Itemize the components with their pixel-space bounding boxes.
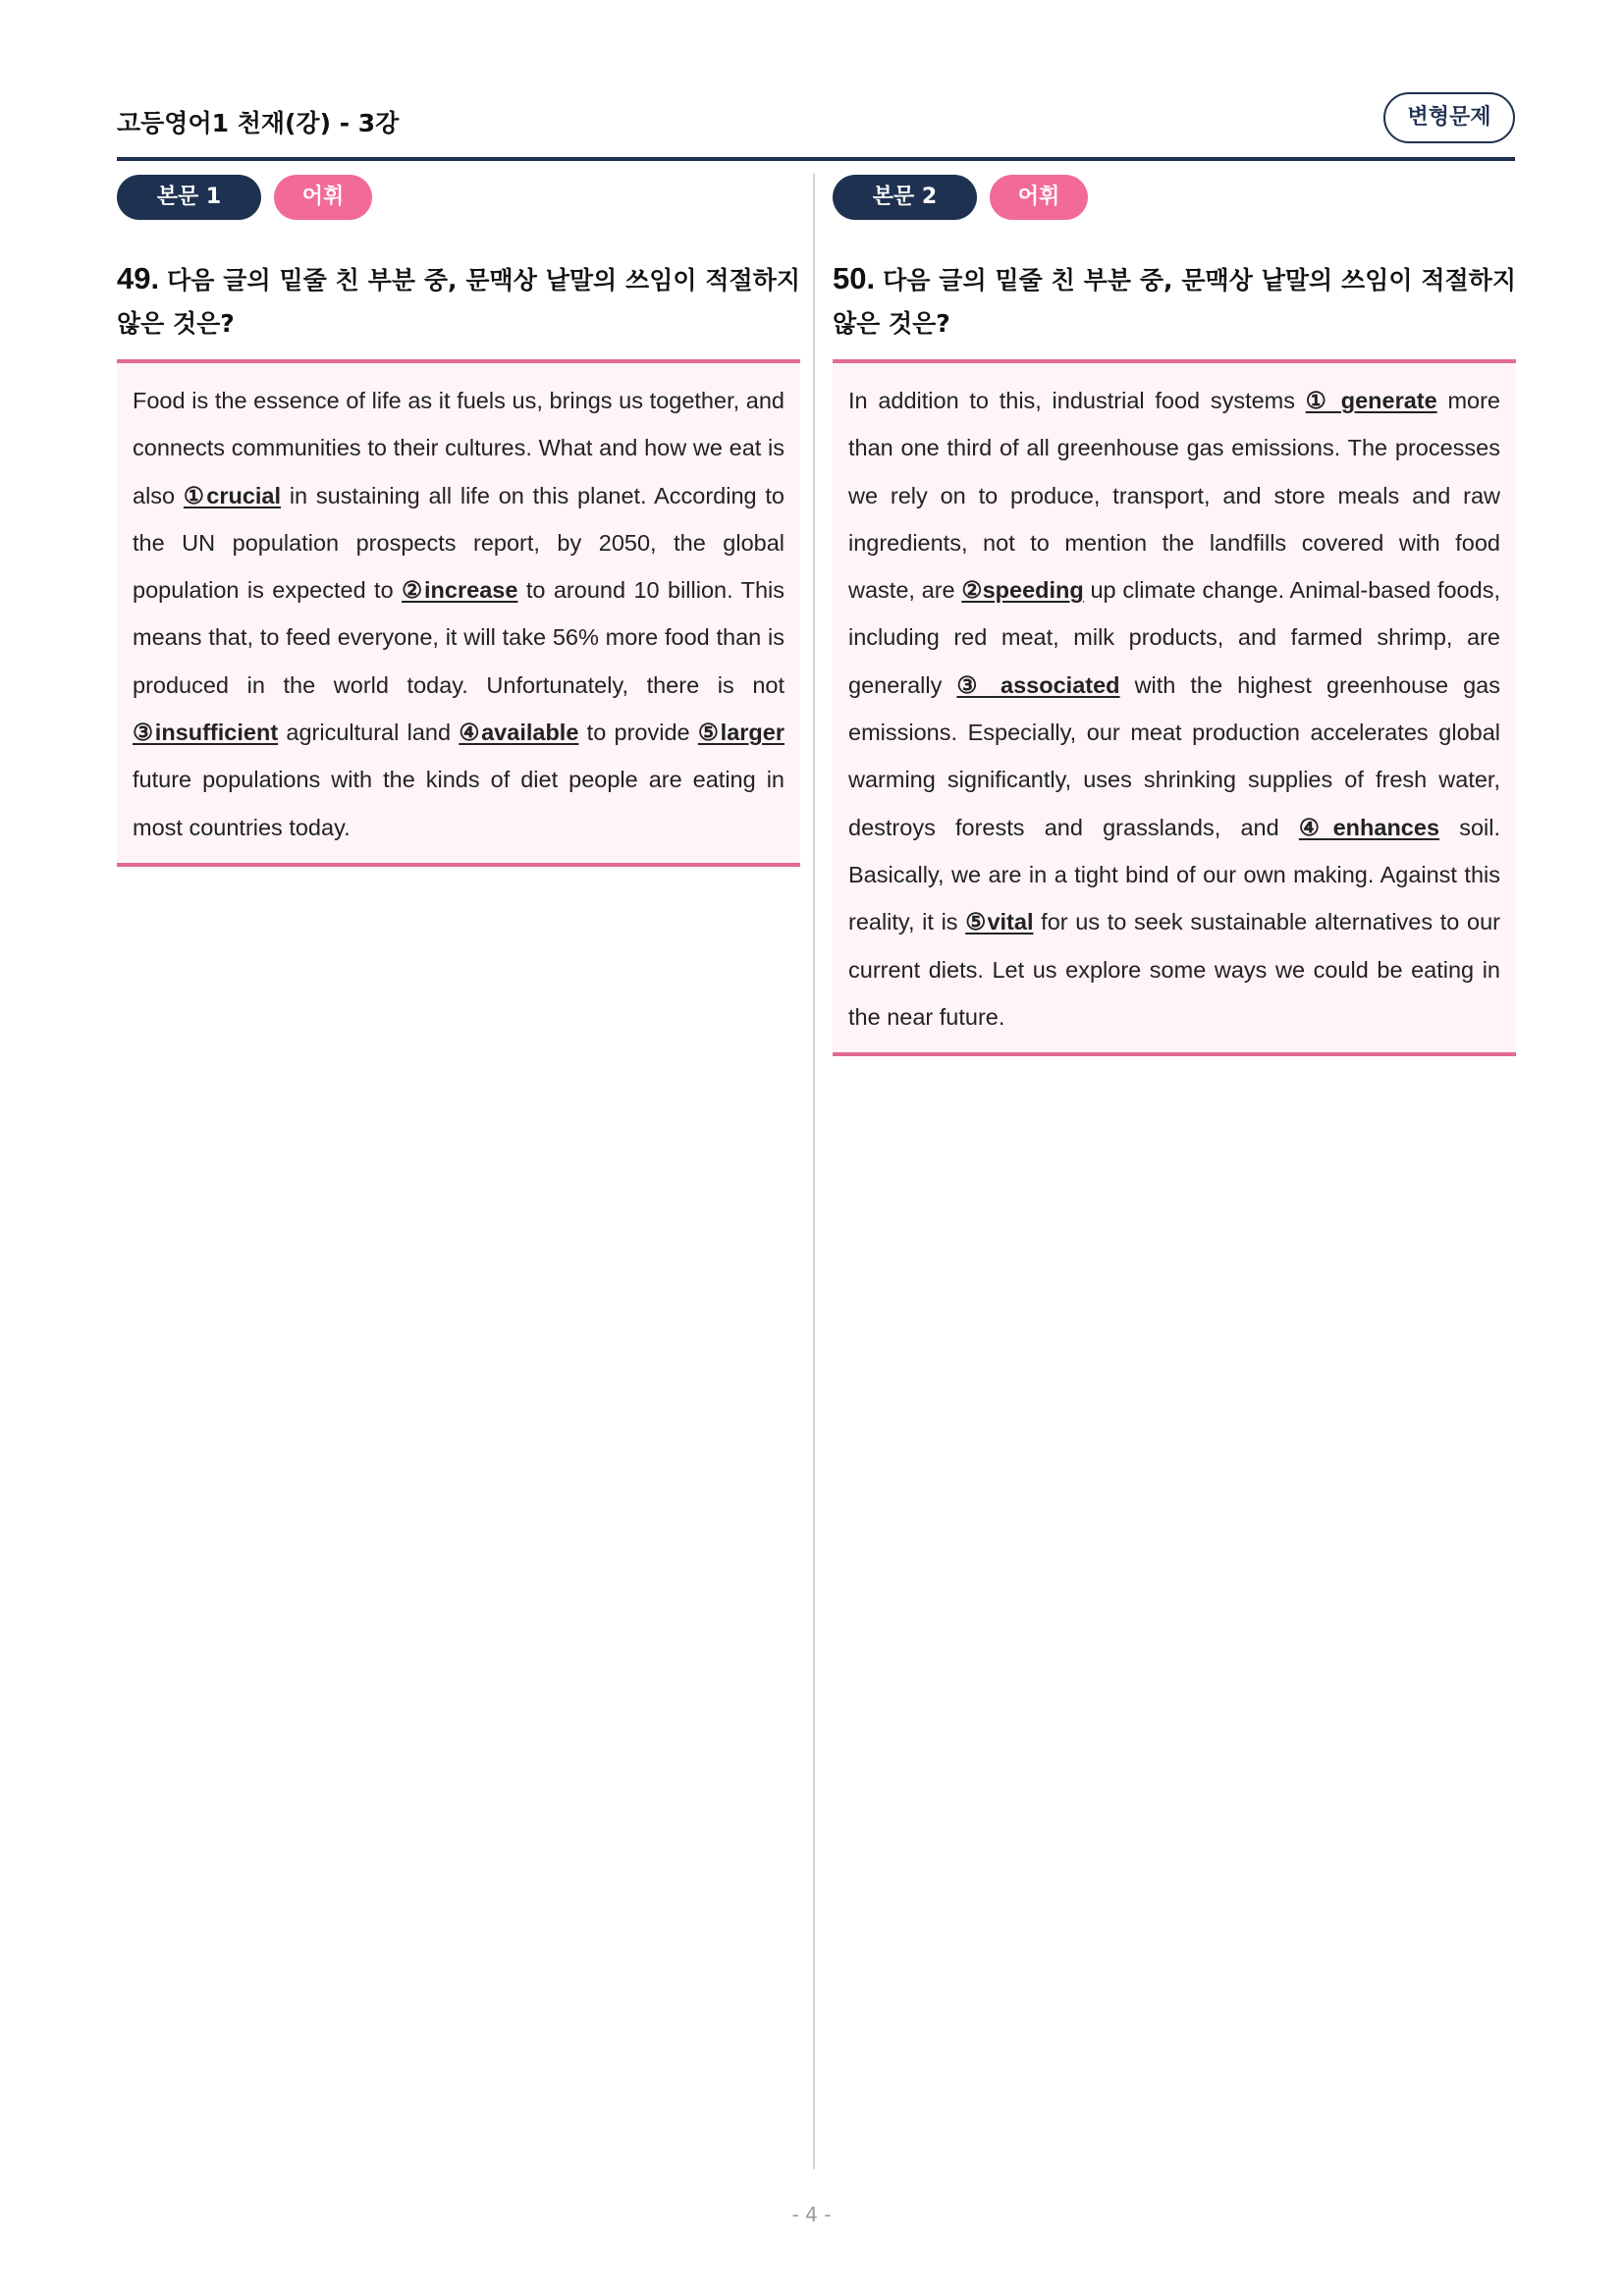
page-header: [117, 92, 1515, 161]
underlined-choice: ④available: [459, 720, 579, 746]
passage-text: more than one third of all greenhouse gas emissions. The processes we rely on to produce, transport, and store meals and raw ingredients, not to mention the landfills covered with food waste, are: [848, 388, 1500, 604]
document-title: 고등영어1 천재(강) - 3강: [117, 109, 400, 137]
question-number: 49.: [117, 261, 160, 295]
question-text: 다음 글의 밑줄 친 부분 중, 문맥상 낱말의 쓰임이 적절하지 않은 것은?: [117, 266, 800, 338]
question-text: 다음 글의 밑줄 친 부분 중, 문맥상 낱말의 쓰임이 적절하지 않은 것은?: [833, 266, 1516, 338]
underlined-choice: ②speeding: [961, 577, 1084, 604]
underlined-choice: ⑤larger: [697, 720, 784, 746]
underlined-choice: ①crucial: [183, 482, 282, 508]
passage-text: to around 10 billion. This means that, to feed everyone, it will take 56% more food than is produced in the world today. Unfortunately, there is not: [133, 577, 785, 698]
passage-tag: 본문 2: [833, 175, 977, 220]
question-50-column: [833, 173, 1516, 1056]
passage-text: future populations with the kinds of diet people are eating in most countries today.: [133, 767, 784, 840]
passage-text: soil. Basically, we are in a tight bind of our own making. Against this reality, it is: [848, 814, 1500, 935]
question-prompt: [833, 257, 1516, 363]
category-tag: 어휘: [274, 175, 372, 220]
passage-text: Food is the essence of life as it fuels us, brings us together, and connects communities to their cultures. What and how we eat is also: [133, 388, 784, 508]
passage-box: [117, 363, 800, 867]
passage-text: In addition to this, industrial food systems: [848, 388, 1306, 413]
underlined-choice: ④enhances: [1298, 814, 1440, 840]
passage-text: with the highest greenhouse gas emissions. Especially, our meat production accelerates global warming significantly, uses shrinking supplies of fresh water, destroys forests and grasslands, and: [848, 671, 1501, 840]
passage-text: up climate change. Animal-based foods, including red meat, milk products, and farmed shrimp, are generally: [848, 577, 1500, 698]
tag-row: [833, 173, 1516, 222]
passage-text: agricultural land: [278, 720, 460, 746]
passage-text: to provide: [578, 720, 698, 746]
underlined-choice: ③ associated: [956, 671, 1120, 698]
passage-text: for us to seek sustainable alternatives to our current diets. Let us explore some ways we could be eating in the near future.: [848, 909, 1501, 1030]
underlined-choice: ① generate: [1305, 388, 1437, 413]
underlined-choice: ②increase: [402, 577, 518, 604]
worksheet-type-badge: 변형문제: [1383, 92, 1515, 143]
tag-row: [117, 173, 800, 222]
question-49-column: [117, 173, 800, 867]
passage-text: in sustaining all life on this planet. According to the UN population prospects report, by 2050, the global population is expected to: [133, 482, 784, 604]
passage-box: [833, 363, 1516, 1056]
page-number: - 4 -: [791, 2203, 832, 2226]
category-tag: 어휘: [990, 175, 1088, 220]
question-prompt: [117, 257, 800, 363]
column-divider: [813, 173, 815, 2169]
passage-tag: 본문 1: [117, 175, 261, 220]
underlined-choice: ⑤vital: [965, 909, 1034, 935]
question-number: 50.: [833, 261, 876, 295]
underlined-choice: ③insufficient: [133, 720, 279, 746]
